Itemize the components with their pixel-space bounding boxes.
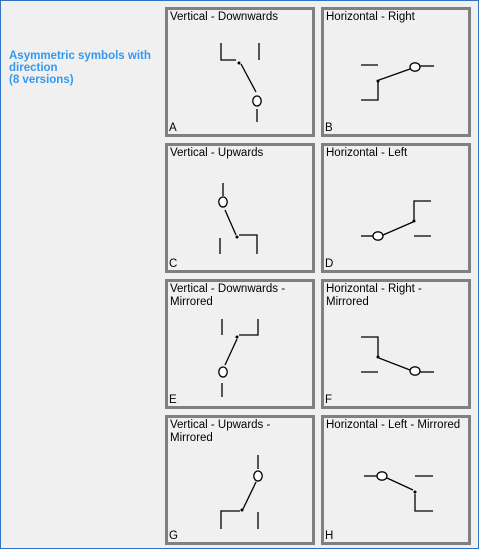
symbol-grid [165, 7, 471, 545]
symbol-letter: C [169, 258, 178, 270]
switch-symbol-vertical-down-mirrored-icon [168, 282, 312, 406]
section-heading-line-3: (8 versions) [9, 74, 74, 86]
symbol-cell-e[interactable] [165, 279, 315, 409]
switch-symbol-vertical-down-icon [168, 10, 312, 134]
section-heading-line-1: Asymmetric symbols with [9, 50, 151, 62]
section-heading-line-2: direction [9, 62, 58, 74]
switch-symbol-vertical-up-mirrored-icon [168, 418, 312, 542]
section-heading [9, 50, 161, 86]
symbol-letter: A [169, 122, 177, 134]
switch-symbol-vertical-up-icon [168, 146, 312, 270]
symbol-cell-g[interactable] [165, 415, 315, 545]
switch-symbol-horizontal-right-icon [324, 10, 468, 134]
symbol-letter: G [169, 530, 178, 542]
symbol-title: Vertical - Downwards - Mirrored [170, 283, 286, 308]
symbol-title: Horizontal - Right [326, 11, 415, 23]
symbol-title: Horizontal - Right - Mirrored [326, 283, 422, 308]
symbol-cell-f[interactable] [321, 279, 471, 409]
switch-symbol-horizontal-left-mirrored-icon [324, 418, 468, 542]
symbol-title: Horizontal - Left [326, 147, 408, 159]
symbol-title: Horizontal - Left - Mirrored [326, 419, 461, 431]
symbol-cell-d[interactable] [321, 143, 471, 273]
symbol-letter: E [169, 394, 177, 406]
symbol-title: Vertical - Downwards [170, 11, 279, 23]
symbol-letter: H [325, 530, 334, 542]
symbol-letter: D [325, 258, 334, 270]
symbol-cell-c[interactable] [165, 143, 315, 273]
symbol-cell-b[interactable] [321, 7, 471, 137]
symbol-letter: B [325, 122, 333, 134]
switch-symbol-horizontal-right-mirrored-icon [324, 282, 468, 406]
symbol-title: Vertical - Upwards - Mirrored [170, 419, 271, 444]
symbol-cell-h[interactable] [321, 415, 471, 545]
switch-symbol-horizontal-left-icon [324, 146, 468, 270]
symbol-title: Vertical - Upwards [170, 147, 264, 159]
symbol-letter: F [325, 394, 333, 406]
symbol-cell-a[interactable] [165, 7, 315, 137]
